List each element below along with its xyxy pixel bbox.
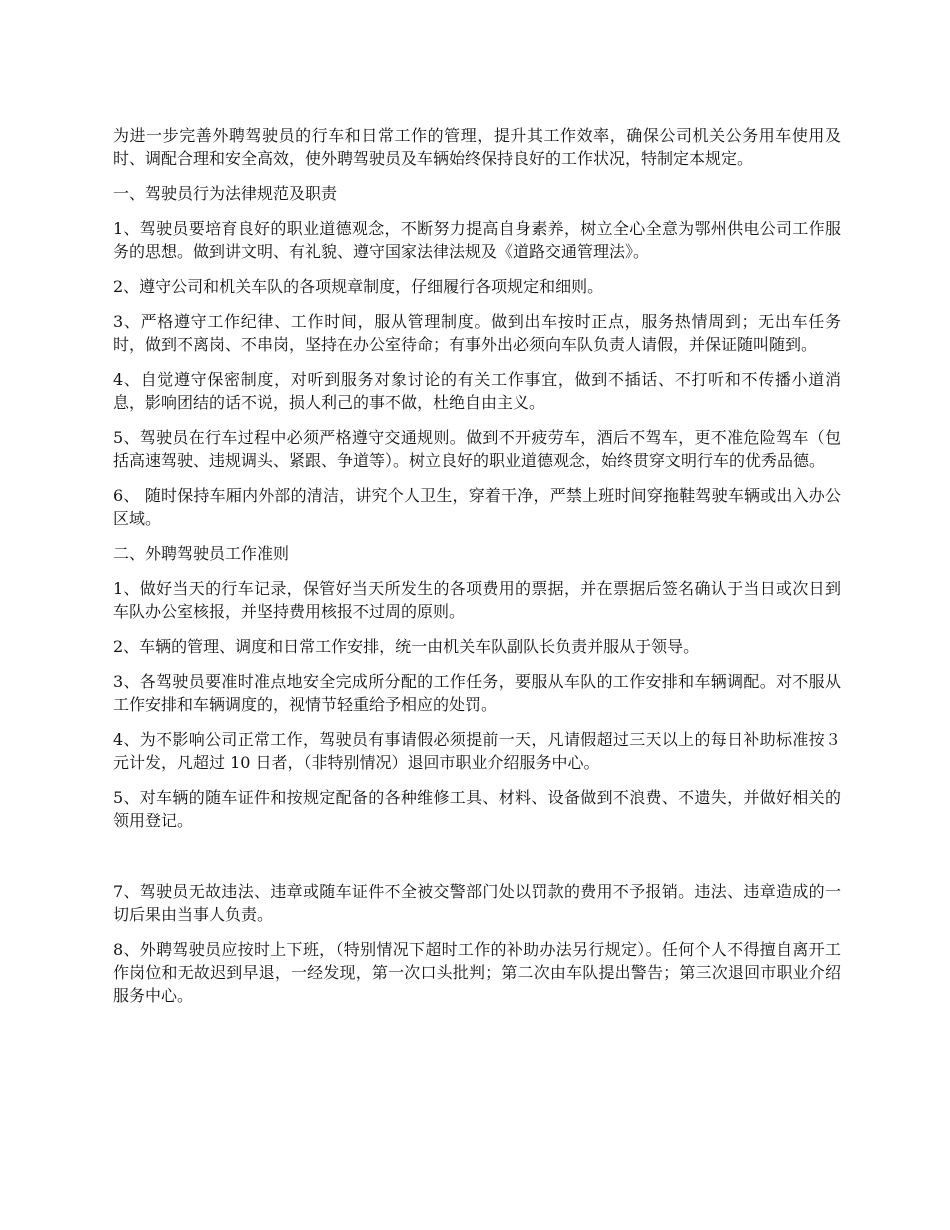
section-2-item-2: 2、车辆的管理、调度和日常工作安排，统一由机关车队副队长负责并服从于领导。 [113,637,700,656]
section-2-item-7: 7、驾驶员无故违法、违章或随车证件不全被交警部门处以罚款的费用不予报销。违法、违章造成的一切后果由当事人负责。 [113,882,841,924]
document-body [113,124,841,1019]
intro-paragraph: 为进一步完善外聘驾驶员的行车和日常工作的管理，提升其工作效率，确保公司机关公务用车使用及时、调配合理和安全高效，使外聘驾驶员及车辆始终保持良好的工作状况，特制定本规定。 [113,126,841,168]
section-2-heading: 二、外聘驾驶员工作准则 [113,544,290,563]
section-2-item-3: 3、各驾驶员要准时准点地安全完成所分配的工作任务，要服从车队的工作安排和车辆调配。对不服从工作安排和车辆调度的，视情节轻重给予相应的处罚。 [113,672,841,714]
section-2-item-1: 1、做好当天的行车记录，保管好当天所发生的各项费用的票据，并在票据后签名确认于当日或次日到车队办公室核报，并坚持费用核报不过周的原则。 [113,579,841,621]
section-2-item-8: 8、外聘驾驶员应按时上下班，（特别情况下超时工作的补助办法另行规定）。任何个人不得擅自离开工作岗位和无故迟到早退，一经发现，第一次口头批判；第二次由车队提出警告；第三次退回市职业介绍服务中心。 [113,940,841,1005]
section-1-item-1: 1、驾驶员要培育良好的职业道德观念，不断努力提高自身素养，树立全心全意为鄂州供电公司工作服务的思想。做到讲文明、有礼貌、遵守国家法律法规及《道路交通管理法》。 [113,219,841,261]
section-1-item-5: 5、驾驶员在行车过程中必须严格遵守交通规则。做到不开疲劳车，酒后不驾车，更不准危险驾车（包括高速驾驶、违规调头、紧跟、争道等）。树立良好的职业道德观念，始终贯穿文明行车的优秀品德。 [113,428,841,470]
section-1-item-2: 2、遵守公司和机关车队的各项规章制度，仔细履行各项规定和细则。 [113,277,604,296]
section-1-item-6: 6、 随时保持车厢内外部的清洁，讲究个人卫生，穿着干净，严禁上班时间穿拖鞋驾驶车辆或出入办公区域。 [113,486,841,528]
paragraph-gap [113,844,841,880]
section-1-item-4: 4、自觉遵守保密制度，对听到服务对象讨论的有关工作事宜，做到不插话、不打听和不传播小道消息，影响团结的话不说，损人利己的事不做，杜绝自由主义。 [113,370,841,412]
section-2-item-4: 4、为不影响公司正常工作，驾驶员有事请假必须提前一天，凡请假超过三天以上的每日补助标准按３元计发，凡超过 10 日者，（非特别情况）退回市职业介绍服务中心。 [113,730,841,772]
section-2-item-5: 5、对车辆的随车证件和按规定配备的各种维修工具、材料、设备做到不浪费、不遗失，并做好相关的领用登记。 [113,788,841,830]
section-1-heading: 一、驾驶员行为法律规范及职责 [113,184,338,203]
section-1-item-3: 3、严格遵守工作纪律、工作时间，服从管理制度。做到出车按时正点，服务热情周到；无出车任务时，做到不离岗、不串岗，坚持在办公室待命；有事外出必须向车队负责人请假，并保证随叫随到。 [113,312,841,354]
